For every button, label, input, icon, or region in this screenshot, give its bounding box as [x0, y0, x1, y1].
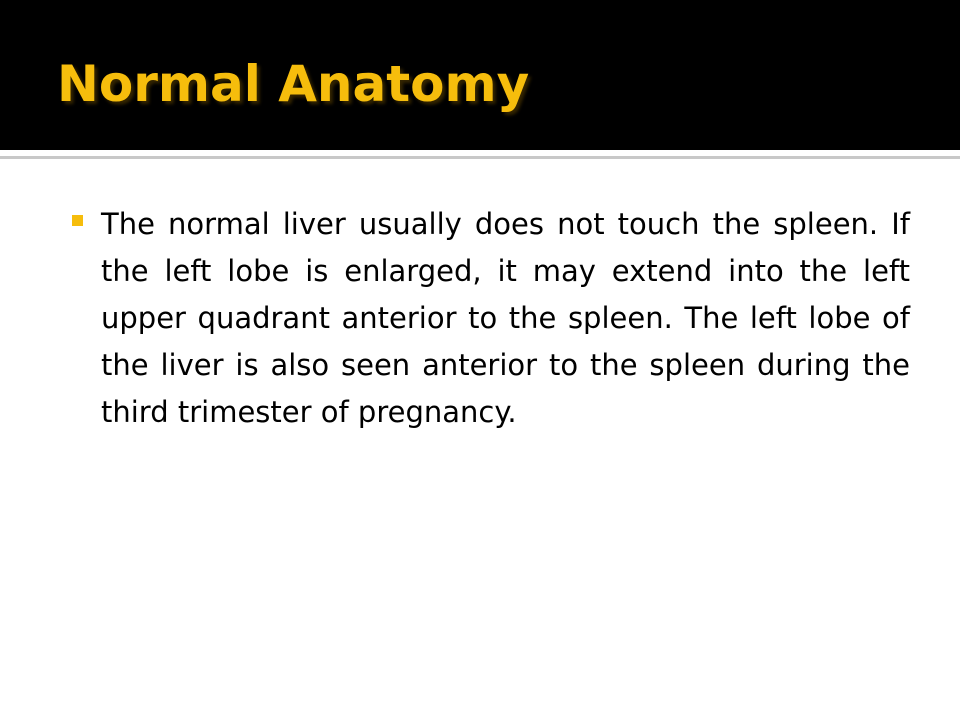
bullet-item — [72, 201, 910, 436]
slide-content — [72, 201, 910, 436]
square-bullet-icon — [72, 215, 83, 226]
title-bar — [0, 0, 960, 150]
slide-title: Normal Anatomy — [57, 55, 530, 113]
bullet-text: The normal liver usually does not touch the spleen. If the left lobe is enlarged, it may extend into the left upper quadrant anterior to the spleen. The left lobe of the liver is also seen anterior to the spleen during the third trimester of pregnancy. — [101, 207, 910, 429]
divider-line — [0, 156, 960, 159]
